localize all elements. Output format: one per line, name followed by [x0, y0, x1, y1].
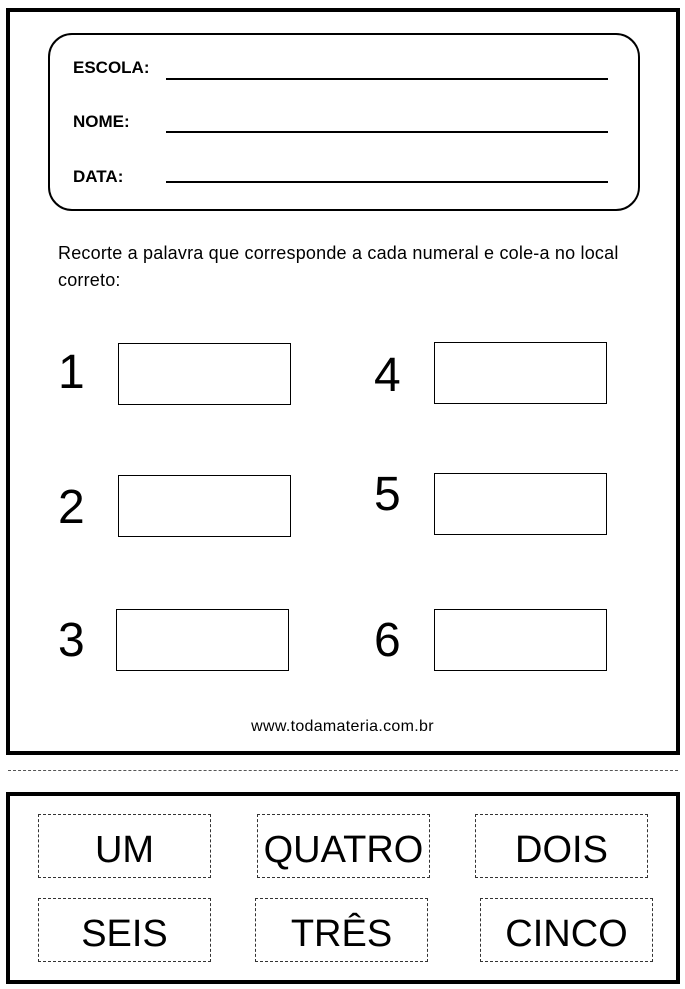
- numeral-3: 3: [58, 614, 85, 667]
- word-card-dois[interactable]: DOIS: [475, 814, 648, 878]
- numeral-1: 1: [58, 346, 85, 399]
- numeral-2: 2: [58, 481, 85, 534]
- cut-line: [8, 770, 678, 771]
- school-label: ESCOLA:: [73, 58, 150, 77]
- name-label: NOME:: [73, 112, 130, 131]
- site-url: www.todamateria.com.br: [251, 718, 434, 735]
- date-label: DATA:: [73, 167, 124, 186]
- numeral-4: 4: [374, 349, 401, 402]
- answer-box-5[interactable]: [434, 473, 607, 535]
- answer-box-4[interactable]: [434, 342, 607, 404]
- name-field-line[interactable]: [166, 131, 608, 133]
- word-card-seis[interactable]: SEIS: [38, 898, 211, 962]
- word-card-um[interactable]: UM: [38, 814, 211, 878]
- numeral-5: 5: [374, 468, 401, 521]
- date-field-line[interactable]: [166, 181, 608, 183]
- word-card-tres[interactable]: TRÊS: [255, 898, 428, 962]
- answer-box-6[interactable]: [434, 609, 607, 671]
- word-card-quatro[interactable]: QUATRO: [257, 814, 430, 878]
- instructions-text: Recorte a palavra que corresponde a cada numeral e cole-a no local correto:: [58, 243, 619, 290]
- numeral-6: 6: [374, 614, 401, 667]
- answer-box-2[interactable]: [118, 475, 291, 537]
- school-field-line[interactable]: [166, 78, 608, 80]
- answer-box-1[interactable]: [118, 343, 291, 405]
- answer-box-3[interactable]: [116, 609, 289, 671]
- word-card-cinco[interactable]: CINCO: [480, 898, 653, 962]
